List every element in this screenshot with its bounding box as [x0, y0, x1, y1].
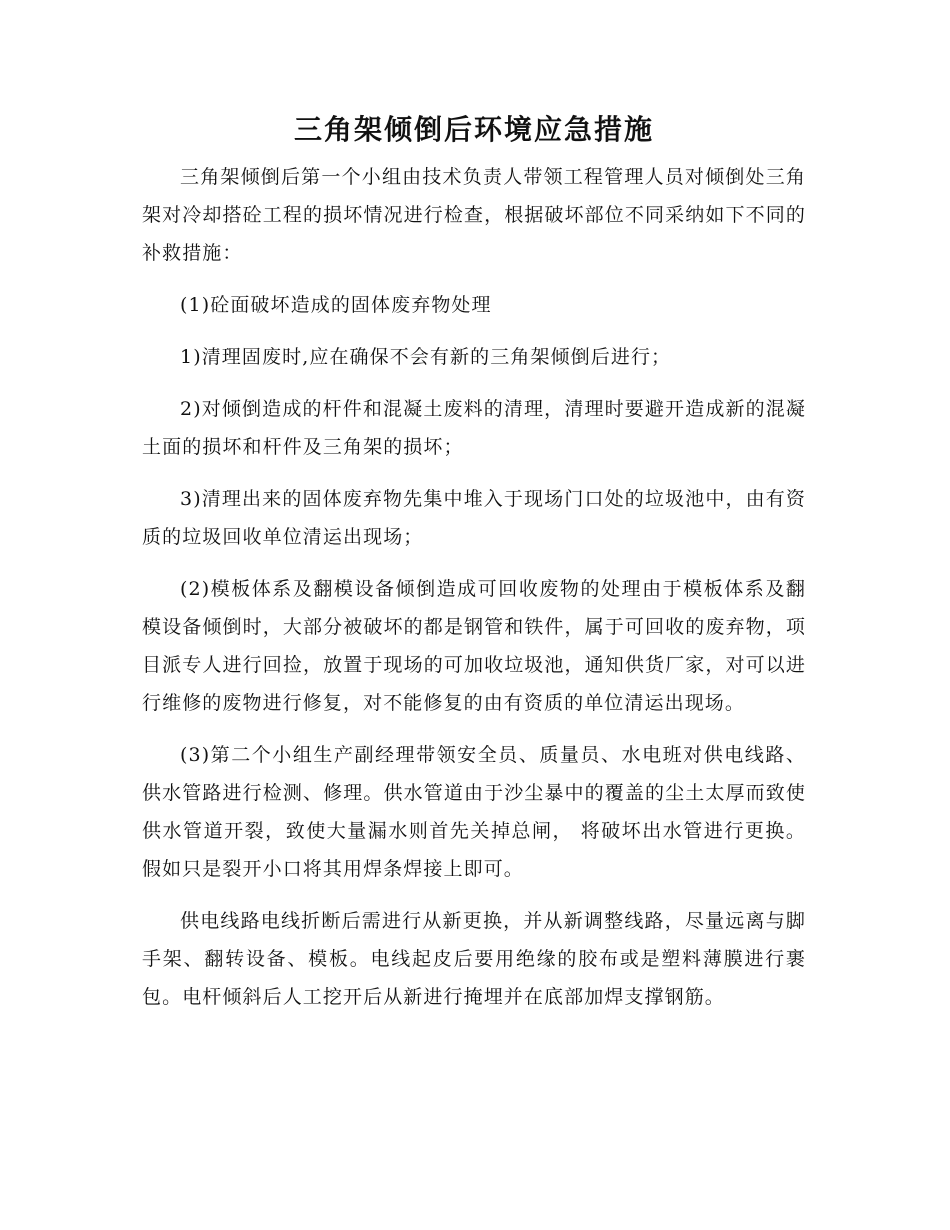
paragraph-item-3: 3)清理出来的固体废弃物先集中堆入于现场门口处的垃圾池中，由有资质的垃圾回收单位清运出现场；: [142, 488, 806, 548]
paragraph-item-2: 2)对倾倒造成的杆件和混凝土废料的清理，清理时要避开造成新的混凝土面的损坏和杆件及三角架的损坏；: [142, 398, 806, 458]
paragraph-power-lines: 供电线路电线折断后需进行从新更换，并从新调整线路，尽量远离与脚手架、翻转设备、模板。电线起皮后要用绝缘的胶布或是塑料薄膜进行裹包。电杆倾斜后人工挖开后从新进行掩埋并在底部加焊支撑钢筋。: [142, 910, 806, 1008]
paragraph-section-1: (1)砼面破坏造成的固体废弃物处理: [180, 294, 492, 316]
paragraph-section-2: (2)模板体系及翻模设备倾倒造成可回收废物的处理由于模板体系及翻模设备倾倒时，大部分被破坏的都是钢管和铁件，属于可回收的废弃物，项目派专人进行回捡，放置于现场的可加收垃圾池，通知供货厂家，对可以进行维修的废物进行修复，对不能修复的由有资质的单位清运出现场。: [142, 578, 806, 714]
document-page: [142, 110, 806, 1030]
paragraph-section-3: (3)第二个小组生产副经理带领安全员、质量员、水电班对供电线路、供水管路进行检测、修理。供水管道由于沙尘暴中的覆盖的尘土太厚而致使供水管道开裂，致使大量漏水则首先关掉总闸， 将破坏出水管进行更换。 假如只是裂开小口将其用焊条焊接上即可。: [142, 744, 806, 880]
paragraph-intro: 三角架倾倒后第一个小组由技术负责人带领工程管理人员对倾倒处三角架对冷却搭砼工程的损坏情况进行检查，根据破坏部位不同采纳如下不同的补救措施：: [142, 166, 806, 264]
paragraph-item-1: 1)清理固废时,应在确保不会有新的三角架倾倒后进行；: [180, 346, 672, 368]
document-title: 三角架倾倒后环境应急措施: [293, 113, 654, 146]
